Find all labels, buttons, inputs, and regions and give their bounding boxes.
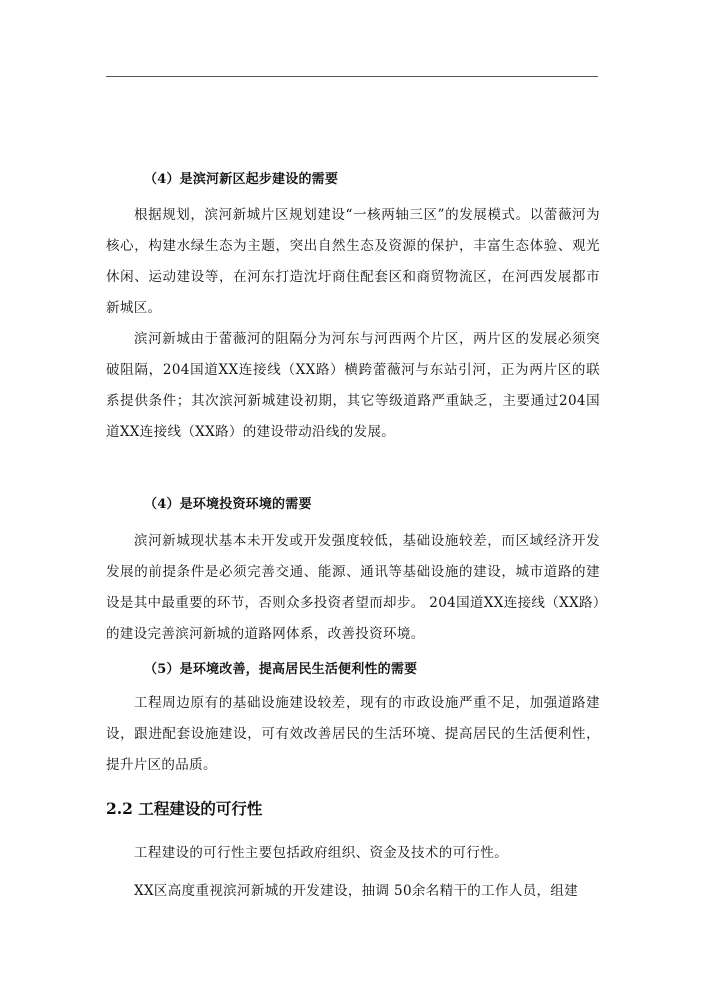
paragraph-infrastructure: 滨河新城现状基本未开发或开发强度较低，基础设施较差，而区域经济开发发展的前提条件是必须完善交通、能源、通讯等基础设施的建设，城市道路的建设是其中最重要的环节，否则众多投资者望而却步。 204国道XX连接线（XX路）的建设完善滨河新城的道路网体系，改善投资环境。 (106, 533, 600, 642)
paragraph-living-environment: 工程周边原有的基础设施建设较差，现有的市政设施严重不足，加强道路建设，跟进配套设施建设，可有效改善居民的生活环境、提高居民的生活便利性，提升片区的品质。 (106, 695, 600, 773)
paragraph-district-support: XX区高度重视滨河新城的开发建设，抽调 50余名精干的工作人员，组建 (134, 883, 579, 899)
subheading-investment-environment: （4）是环境投资环境的需要 (144, 497, 312, 512)
section-title: 2.2 工程建设的可行性 (106, 799, 263, 818)
subheading-riverside-startup: （4）是滨河新区起步建设的需要 (144, 172, 339, 187)
header-rule (106, 76, 598, 77)
paragraph-feasibility-intro: 工程建设的可行性主要包括政府组织、资金及技术的可行性。 (134, 845, 508, 861)
paragraph-planning: 根据规划，滨河新城片区规划建设“一核两轴三区”的发展模式。以蕾薇河为核心，构建水绿生态为主题，突出自然生态及资源的保护，丰富生态体验、观光休闲、运动建设等，在河东打造沈圩商住配套区和商贸物流区，在河西发展都市新城区。 (106, 207, 600, 316)
paragraph-river-barrier: 滨河新城由于蕾薇河的阻隔分为河东与河西两个片区，两片区的发展必须突破阻隔，204国道XX连接线（XX路）横跨蕾薇河与东站引河，正为两片区的联系提供条件；其次滨河新城建设初期，其它等级道路严重缺乏，主要通过204国道XX连接线（XX路）的建设带动沿线的发展。 (106, 331, 600, 440)
subheading-living-improvement: （5）是环境改善，提高居民生活便利性的需要 (144, 662, 418, 677)
